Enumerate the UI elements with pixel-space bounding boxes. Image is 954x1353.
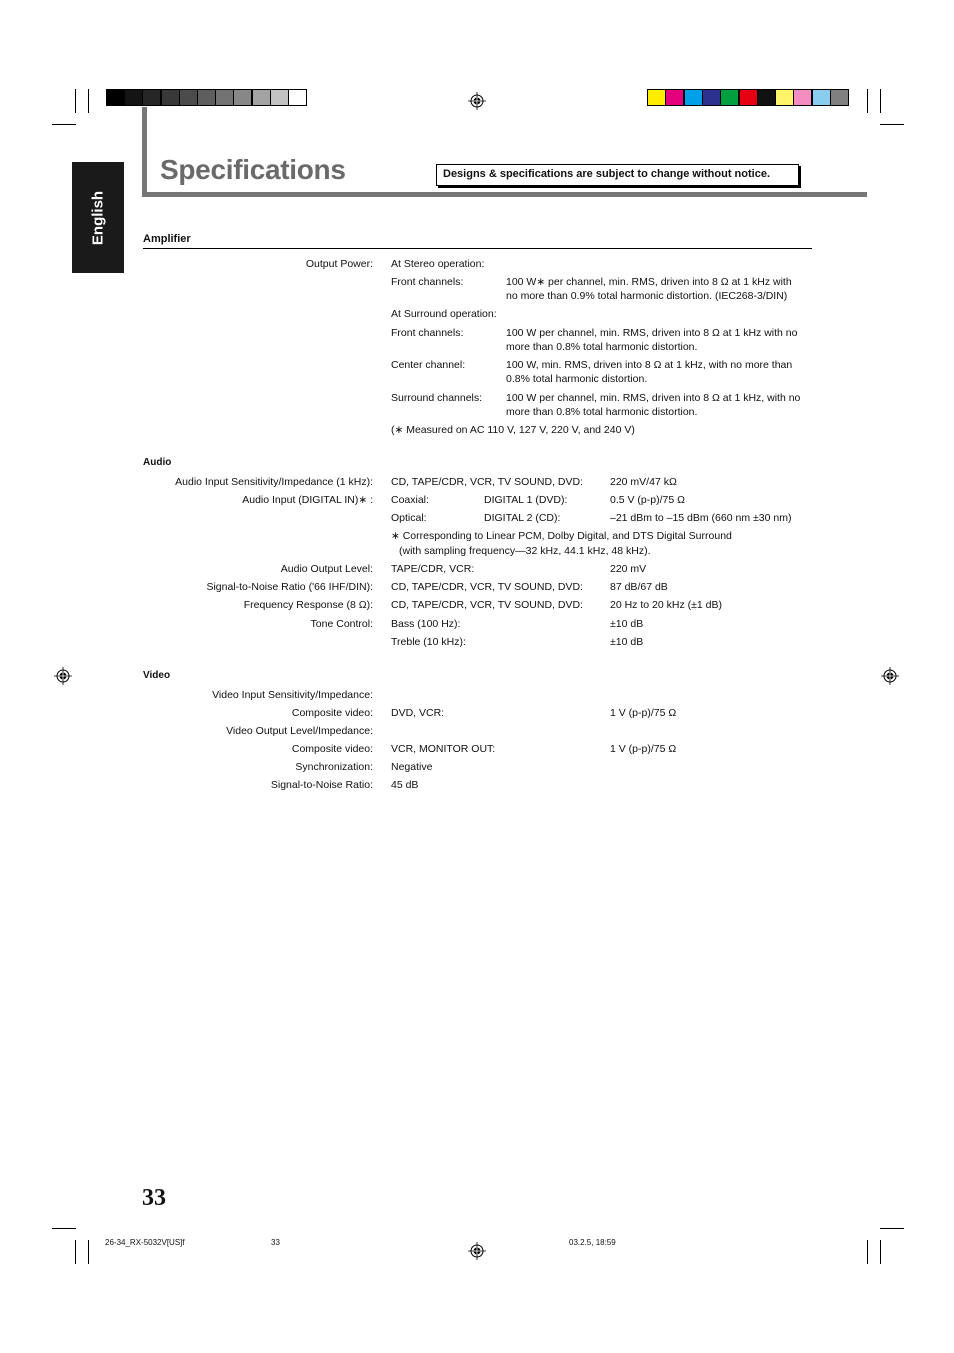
gray-swatch xyxy=(161,89,180,106)
spec-source: CD, TAPE/CDR, VCR, TV SOUND, DVD: xyxy=(391,581,583,593)
surround-front-value: 100 W per channel, min. RMS, driven into 8 Ω at 1 kHz with no more than 0.8% total harmonic distortion. xyxy=(506,327,798,353)
color-swatch xyxy=(757,89,776,106)
crop-mark xyxy=(880,124,904,125)
gray-swatch xyxy=(215,89,234,106)
audio-heading: Audio xyxy=(143,457,172,468)
spec-label: Tone Control: xyxy=(310,618,373,630)
audio-note-line1: ∗ Corresponding to Linear PCM, Dolby Digital, and DTS Digital Surround xyxy=(391,530,732,542)
spec-source: CD, TAPE/CDR, VCR, TV SOUND, DVD: xyxy=(391,476,583,488)
spec-value: 220 mV xyxy=(610,563,647,575)
notice-text: Designs & specifications are subject to change without notice. xyxy=(443,168,771,180)
registration-mark-icon xyxy=(468,1242,486,1260)
page-title: Specifications xyxy=(160,154,346,185)
spec-value: 87 dB/67 dB xyxy=(610,581,668,593)
color-swatch xyxy=(739,89,758,106)
page-number: 33 xyxy=(142,1185,166,1211)
spec-value: 20 Hz to 20 kHz (±1 dB) xyxy=(610,599,722,611)
stereo-operation: At Stereo operation: xyxy=(391,258,485,270)
spec-source: Optical: xyxy=(391,512,427,524)
spec-label: Frequency Response (8 Ω): xyxy=(243,599,373,611)
color-swatch xyxy=(775,89,794,106)
spec-source: Coaxial: xyxy=(391,494,429,506)
surround-operation: At Surround operation: xyxy=(391,308,497,320)
color-swatch xyxy=(812,89,831,106)
stereo-front-value: 100 W∗ per channel, min. RMS, driven into 8 Ω at 1 kHz with no more than 0.9% total harmonic distortion. (IEC268-3/DIN) xyxy=(506,276,792,302)
spec-value: 1 V (p-p)/75 Ω xyxy=(610,707,677,719)
spec-label: Synchronization: xyxy=(295,761,373,773)
spec-label: Audio Input (DIGITAL IN)∗ : xyxy=(242,494,373,506)
gray-swatch xyxy=(106,89,125,106)
amplifier-heading: Amplifier xyxy=(143,233,191,245)
gray-swatch xyxy=(124,89,143,106)
footer-date: 03.2.5, 18:59 xyxy=(569,1238,616,1247)
crop-mark xyxy=(75,89,76,113)
footer-file: 26-34_RX-5032V[US]f xyxy=(105,1238,185,1247)
spec-label: Composite video: xyxy=(291,707,373,719)
color-swatch xyxy=(830,89,849,106)
registration-mark-icon xyxy=(468,92,486,110)
crop-mark xyxy=(880,1228,904,1229)
stereo-front-label: Front channels: xyxy=(391,276,464,288)
spec-source: TAPE/CDR, VCR: xyxy=(391,563,475,575)
surround-front-label: Front channels: xyxy=(391,327,464,339)
spec-value: ±10 dB xyxy=(610,618,644,630)
spec-source: Treble (10 kHz): xyxy=(391,636,466,648)
gray-swatch xyxy=(233,89,252,106)
spec-value: –21 dBm to –15 dBm (660 nm ±30 nm) xyxy=(610,512,792,524)
notice-box xyxy=(436,164,799,186)
color-swatch xyxy=(702,89,721,106)
audio-note-line2: (with sampling frequency—32 kHz, 44.1 kHz, 48 kHz). xyxy=(399,545,651,557)
crop-mark xyxy=(867,89,868,113)
spec-label: Composite video: xyxy=(291,743,373,755)
gray-swatch xyxy=(197,89,216,106)
spec-value: 220 mV/47 kΩ xyxy=(610,476,677,488)
crop-mark xyxy=(88,1240,89,1264)
section-rule xyxy=(143,248,812,249)
crop-mark xyxy=(52,1228,76,1229)
spec-source: DVD, VCR: xyxy=(391,707,445,719)
color-swatch xyxy=(647,89,666,106)
surround-channels-label: Surround channels: xyxy=(391,392,483,404)
gray-swatch xyxy=(288,89,307,106)
title-frame-horizontal xyxy=(142,192,867,197)
crop-mark xyxy=(867,1240,868,1264)
crop-mark xyxy=(52,124,76,125)
spec-subsource: DIGITAL 1 (DVD): xyxy=(484,494,568,506)
gray-swatch xyxy=(179,89,198,106)
registration-mark-icon xyxy=(54,667,72,685)
spec-label: Audio Input Sensitivity/Impedance (1 kHz): xyxy=(175,476,373,488)
crop-mark xyxy=(75,1240,76,1264)
crop-mark xyxy=(88,89,89,113)
spec-source: 45 dB xyxy=(391,779,419,791)
spec-label: Signal-to-Noise Ratio ('66 IHF/DIN): xyxy=(206,581,373,593)
center-channel-label: Center channel: xyxy=(391,359,466,371)
spec-subsource: DIGITAL 2 (CD): xyxy=(484,512,561,524)
gray-swatch xyxy=(270,89,289,106)
registration-mark-icon xyxy=(881,667,899,685)
spec-label: Audio Output Level: xyxy=(280,563,373,575)
footer-page: 33 xyxy=(271,1238,280,1247)
surround-channels-value: 100 W per channel, min. RMS, driven into 8 Ω at 1 kHz, with no more than 0.8% total harmonic distortion. xyxy=(506,392,801,418)
spec-label: Signal-to-Noise Ratio: xyxy=(270,779,373,791)
color-swatch xyxy=(684,89,703,106)
amplifier-footnote: (∗ Measured on AC 110 V, 127 V, 220 V, and 240 V) xyxy=(391,424,635,436)
title-frame-vertical xyxy=(142,107,147,197)
spec-label: Video Output Level/Impedance: xyxy=(226,725,373,737)
color-swatch xyxy=(720,89,739,106)
video-heading: Video xyxy=(143,670,171,681)
spec-value: 1 V (p-p)/75 Ω xyxy=(610,743,677,755)
gray-swatch xyxy=(142,89,161,106)
crop-mark xyxy=(880,1240,881,1264)
language-tab xyxy=(72,162,124,273)
spec-value: ±10 dB xyxy=(610,636,644,648)
crop-mark xyxy=(880,89,881,113)
spec-label: Video Input Sensitivity/Impedance: xyxy=(212,689,373,701)
spec-value: 0.5 V (p-p)/75 Ω xyxy=(610,494,685,506)
gray-swatch xyxy=(252,89,271,106)
spec-source: VCR, MONITOR OUT: xyxy=(391,743,496,755)
center-channel-value: 100 W, min. RMS, driven into 8 Ω at 1 kHz, with no more than 0.8% total harmonic distortion. xyxy=(506,359,793,385)
output-power-label: Output Power: xyxy=(305,258,373,270)
spec-source: Bass (100 Hz): xyxy=(391,618,461,630)
language-tab-label: English xyxy=(89,190,107,245)
color-swatch xyxy=(793,89,812,106)
color-swatch xyxy=(665,89,684,106)
spec-source: Negative xyxy=(391,761,433,773)
spec-source: CD, TAPE/CDR, VCR, TV SOUND, DVD: xyxy=(391,599,583,611)
